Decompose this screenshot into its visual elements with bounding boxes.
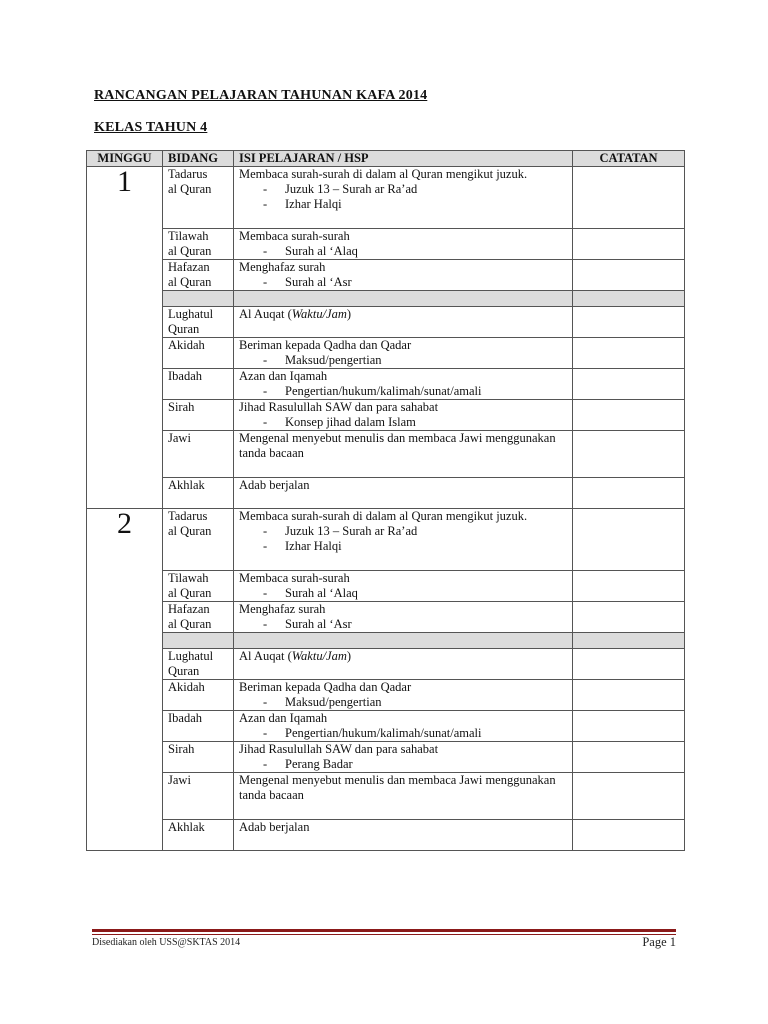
isi-text: Mengenal menyebut menulis dan membaca Jawi menggunakan tanda bacaan <box>239 773 556 802</box>
isi-text: Adab berjalan <box>239 820 310 834</box>
bidang-label: al Quran <box>168 182 212 196</box>
separator-cell <box>573 633 685 649</box>
isi-sub-point <box>239 695 567 710</box>
table-body <box>87 167 685 851</box>
isi-text: Jihad Rasulullah SAW dan para sahabat <box>239 742 439 756</box>
bullet-dash: - <box>263 726 268 740</box>
bidang-cell <box>163 773 234 820</box>
bidang-cell <box>163 742 234 773</box>
bidang-label: Tadarus <box>168 167 208 181</box>
table-row <box>87 167 685 229</box>
isi-text: Jihad Rasulullah SAW dan para sahabat <box>239 400 439 414</box>
separator-cell <box>234 633 573 649</box>
sub-point-text: Maksud/pengertian <box>285 695 382 709</box>
table-row <box>87 571 685 602</box>
bidang-cell <box>163 571 234 602</box>
sub-point-text: Pengertian/hukum/kalimah/sunat/amali <box>285 384 482 398</box>
bidang-label: Quran <box>168 322 200 336</box>
isi-pelajaran-cell <box>234 742 573 773</box>
table-row <box>87 369 685 400</box>
header-isi-pelajaran: ISI PELAJARAN / HSP <box>234 151 573 167</box>
bidang-cell <box>163 307 234 338</box>
isi-sub-point <box>239 415 567 430</box>
bullet-dash: - <box>263 197 268 211</box>
catatan-cell <box>573 369 685 400</box>
isi-text: Mengenal menyebut menulis dan membaca Jawi menggunakan tanda bacaan <box>239 431 556 460</box>
isi-text: Menghafaz surah <box>239 260 326 274</box>
catatan-cell <box>573 680 685 711</box>
bidang-label: al Quran <box>168 524 212 538</box>
bidang-cell <box>163 260 234 291</box>
bidang-label: Tilawah <box>168 571 209 585</box>
bullet-dash: - <box>263 757 268 771</box>
isi-pelajaran-cell <box>234 260 573 291</box>
sub-point-text: Surah al ‘Asr <box>285 617 352 631</box>
bidang-label: Sirah <box>168 742 195 756</box>
sub-point-text: Surah al ‘Alaq <box>285 586 358 600</box>
bidang-label: Akhlak <box>168 478 205 492</box>
isi-sub-point <box>239 726 567 741</box>
bidang-label: al Quran <box>168 586 212 600</box>
catatan-cell <box>573 431 685 478</box>
bidang-label: Quran <box>168 664 200 678</box>
bidang-label: Hafazan <box>168 602 210 616</box>
bullet-dash: - <box>263 695 268 709</box>
isi-sub-point <box>239 244 567 259</box>
bidang-cell <box>163 229 234 260</box>
bidang-label: Akhlak <box>168 820 205 834</box>
bidang-label: al Quran <box>168 617 212 631</box>
table-row <box>87 509 685 571</box>
table-row <box>87 478 685 509</box>
lesson-plan-table <box>86 150 685 851</box>
sub-point-text: Maksud/pengertian <box>285 353 382 367</box>
bidang-cell <box>163 711 234 742</box>
isi-pelajaran-cell <box>234 680 573 711</box>
class-heading: KELAS TAHUN 4 <box>94 120 208 135</box>
footer-rule-thin <box>92 934 676 935</box>
bidang-label: Lughatul <box>168 307 214 321</box>
table-row <box>87 649 685 680</box>
isi-pelajaran-cell <box>234 711 573 742</box>
header-minggu: MINGGU <box>87 151 163 167</box>
header-bidang: BIDANG <box>163 151 234 167</box>
isi-text: Menghafaz surah <box>239 602 326 616</box>
document-title: RANCANGAN PELAJARAN TAHUNAN KAFA 2014 <box>94 88 428 103</box>
table-row <box>87 338 685 369</box>
isi-text <box>239 307 567 322</box>
catatan-cell <box>573 571 685 602</box>
separator-cell <box>234 291 573 307</box>
catatan-cell <box>573 649 685 680</box>
isi-pelajaran-cell <box>234 649 573 680</box>
table-row <box>87 711 685 742</box>
isi-text: Azan dan Iqamah <box>239 711 328 725</box>
bullet-dash: - <box>263 244 268 258</box>
bullet-dash: - <box>263 586 268 600</box>
table-row <box>87 742 685 773</box>
bidang-label: al Quran <box>168 244 212 258</box>
isi-text-suffix: ) <box>346 307 352 321</box>
bidang-label: Tadarus <box>168 509 208 523</box>
catatan-cell <box>573 602 685 633</box>
isi-pelajaran-cell <box>234 369 573 400</box>
bidang-cell <box>163 649 234 680</box>
sub-point-text: Konsep jihad dalam Islam <box>285 415 416 429</box>
bullet-dash: - <box>263 617 268 631</box>
isi-text: Membaca surah-surah <box>239 229 350 243</box>
isi-sub-point <box>239 617 567 632</box>
bullet-dash: - <box>263 182 268 196</box>
isi-text: Beriman kepada Qadha dan Qadar <box>239 338 412 352</box>
week-number: 1 <box>87 167 163 509</box>
isi-pelajaran-cell <box>234 571 573 602</box>
table-row <box>87 431 685 478</box>
sub-point-text: Perang Badar <box>285 757 353 771</box>
table-row <box>87 260 685 291</box>
separator-cell <box>573 291 685 307</box>
bidang-label: Tilawah <box>168 229 209 243</box>
bidang-label: Lughatul <box>168 649 214 663</box>
isi-text: Azan dan Iqamah <box>239 369 328 383</box>
isi-pelajaran-cell <box>234 431 573 478</box>
isi-sub-point <box>239 757 567 772</box>
catatan-cell <box>573 711 685 742</box>
bidang-label: Sirah <box>168 400 195 414</box>
isi-text: Beriman kepada Qadha dan Qadar <box>239 680 412 694</box>
isi-sub-point <box>239 384 567 399</box>
isi-text-italic: Waktu/Jam <box>291 649 347 663</box>
bidang-label: Ibadah <box>168 711 203 725</box>
isi-pelajaran-cell <box>234 229 573 260</box>
catatan-cell <box>573 773 685 820</box>
table-row <box>87 307 685 338</box>
table-row <box>87 820 685 851</box>
sub-point-text: Pengertian/hukum/kalimah/sunat/amali <box>285 726 482 740</box>
bidang-label: Hafazan <box>168 260 210 274</box>
footer-rule-thick <box>92 929 676 932</box>
catatan-cell <box>573 229 685 260</box>
week-number: 2 <box>87 509 163 851</box>
isi-pelajaran-cell <box>234 400 573 431</box>
footer-page-number: Page 1 <box>642 935 676 949</box>
catatan-cell <box>573 478 685 509</box>
bidang-label: al Quran <box>168 275 212 289</box>
sub-point-text: Izhar Halqi <box>285 197 342 211</box>
bidang-cell <box>163 338 234 369</box>
table-header-row <box>87 151 685 167</box>
isi-text <box>239 649 567 664</box>
catatan-cell <box>573 307 685 338</box>
isi-pelajaran-cell <box>234 167 573 229</box>
table-row <box>87 229 685 260</box>
bidang-label: Akidah <box>168 338 205 352</box>
sub-point-text: Surah al ‘Alaq <box>285 244 358 258</box>
sub-point-text: Juzuk 13 – Surah ar Ra’ad <box>285 182 418 196</box>
catatan-cell <box>573 820 685 851</box>
bidang-cell <box>163 369 234 400</box>
bullet-dash: - <box>263 384 268 398</box>
bullet-dash: - <box>263 275 268 289</box>
isi-text: Membaca surah-surah di dalam al Quran mengikut juzuk. <box>239 167 528 181</box>
footer-prepared-by: Disediakan oleh USS@SKTAS 2014 <box>92 937 241 948</box>
bidang-cell <box>163 820 234 851</box>
bidang-cell <box>163 431 234 478</box>
bidang-cell <box>163 167 234 229</box>
isi-text-italic: Waktu/Jam <box>291 307 347 321</box>
bidang-cell <box>163 478 234 509</box>
header-catatan: CATATAN <box>573 151 685 167</box>
table-row <box>87 400 685 431</box>
isi-pelajaran-cell <box>234 820 573 851</box>
catatan-cell <box>573 400 685 431</box>
isi-text-prefix: Al Auqat ( <box>239 307 292 321</box>
isi-pelajaran-cell <box>234 602 573 633</box>
bidang-label: Akidah <box>168 680 205 694</box>
isi-sub-point <box>239 197 567 212</box>
isi-text: Membaca surah-surah di dalam al Quran mengikut juzuk. <box>239 509 528 523</box>
catatan-cell <box>573 338 685 369</box>
catatan-cell <box>573 742 685 773</box>
bidang-cell <box>163 509 234 571</box>
bidang-cell <box>163 680 234 711</box>
catatan-cell <box>573 167 685 229</box>
table-row <box>87 773 685 820</box>
bullet-dash: - <box>263 524 268 538</box>
bidang-label: Jawi <box>168 773 191 787</box>
isi-sub-point <box>239 353 567 368</box>
isi-sub-point <box>239 275 567 290</box>
isi-pelajaran-cell <box>234 307 573 338</box>
catatan-cell <box>573 509 685 571</box>
isi-text: Adab berjalan <box>239 478 310 492</box>
sub-point-text: Juzuk 13 – Surah ar Ra’ad <box>285 524 418 538</box>
sub-point-text: Surah al ‘Asr <box>285 275 352 289</box>
isi-text-prefix: Al Auqat ( <box>239 649 292 663</box>
isi-text: Membaca surah-surah <box>239 571 350 585</box>
isi-sub-point <box>239 182 567 197</box>
separator-row <box>87 633 685 649</box>
isi-pelajaran-cell <box>234 509 573 571</box>
catatan-cell <box>573 260 685 291</box>
isi-pelajaran-cell <box>234 338 573 369</box>
table-row <box>87 602 685 633</box>
separator-cell <box>163 633 234 649</box>
bullet-dash: - <box>263 353 268 367</box>
isi-text-suffix: ) <box>346 649 352 663</box>
isi-sub-point <box>239 539 567 554</box>
separator-cell <box>163 291 234 307</box>
bullet-dash: - <box>263 415 268 429</box>
bidang-cell <box>163 400 234 431</box>
bidang-cell <box>163 602 234 633</box>
isi-sub-point <box>239 524 567 539</box>
isi-pelajaran-cell <box>234 773 573 820</box>
isi-sub-point <box>239 586 567 601</box>
bidang-label: Ibadah <box>168 369 203 383</box>
bullet-dash: - <box>263 539 268 553</box>
table-row <box>87 680 685 711</box>
separator-row <box>87 291 685 307</box>
isi-pelajaran-cell <box>234 478 573 509</box>
sub-point-text: Izhar Halqi <box>285 539 342 553</box>
bidang-label: Jawi <box>168 431 191 445</box>
